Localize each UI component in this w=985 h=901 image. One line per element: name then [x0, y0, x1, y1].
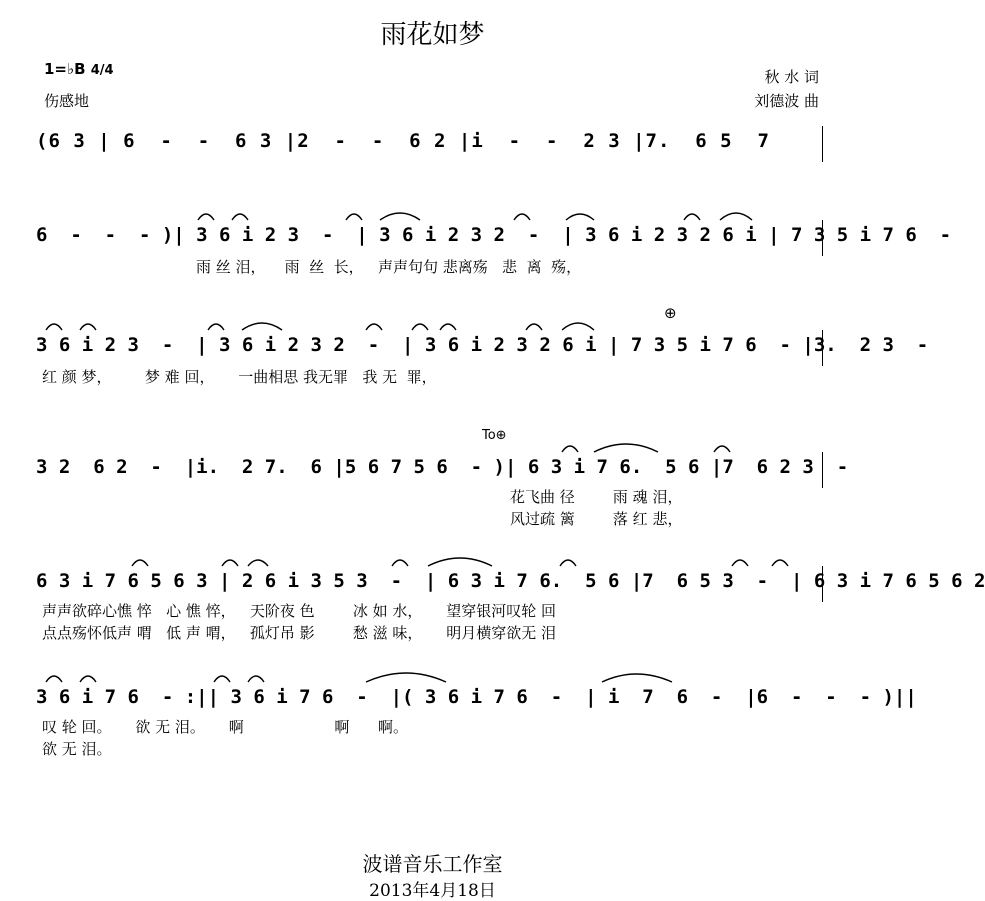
lyrics-line: 声声欲碎心憔 悴 心 憔 悴， 天阶夜 色 冰 如 水， 望穿银河叹轮 回 [42, 602, 556, 620]
time-signature: 4/4 [90, 63, 114, 78]
barline [822, 330, 823, 366]
score-row-3 [36, 304, 929, 400]
notes-line: 6 - - - )| 3 6 i 2 3 - | 3 6 i 2 3 2 - | 3 6 i 2 3 2 6 i | 7 3 5 i 7 6 - [36, 224, 952, 246]
composer-credit: 刘德波 曲 [754, 92, 819, 110]
notes-line: 3 6 i 7 6 - :|| 3 6 i 7 6 - |( 3 6 i 7 6 - | i 7 6 - |6 - - - )|| [36, 686, 917, 708]
publish-date: 2013年4月18日 [369, 881, 496, 901]
song-title: 雨花如梦 [380, 20, 485, 50]
lyrics-line: 雨 丝 泪， 雨 丝 长， 声声句句 悲离殇 悲 离 殇， [196, 258, 582, 276]
score-row-5 [36, 566, 985, 646]
key-signature [44, 60, 114, 78]
expression-marking: 伤感地 [44, 92, 90, 110]
score-row-1 [36, 126, 828, 162]
lyrics-line-2: 欲 无 泪。 [42, 740, 112, 758]
key-signature-text: 1=♭B [44, 60, 86, 78]
barline [822, 452, 823, 488]
barline [822, 220, 823, 256]
lyrics-line: 花飞曲 径 雨 魂 泪， [510, 488, 683, 506]
lyrics-line-2: 风过疏 篱 落 红 悲， [510, 510, 683, 528]
notes-line: 3 2 6 2 - |i. 2 7. 6 |5 6 7 5 6 - )| 6 3 i 7 6. 5 6 |7 6 2 3 - [36, 456, 849, 478]
score-row-6 [36, 682, 917, 762]
barline [822, 566, 823, 602]
notes-line: 6 3 i 7 6 5 6 3 | 2 6 i 3 5 3 - | 6 3 i 7 6. 5 6 |7 6 5 3 - | 6 3 i 7 6 5 6 2 [36, 570, 985, 592]
score-row-2 [36, 220, 952, 290]
lyrics-line-2: 点点殇怀低声 喟 低 声 喟， 孤灯吊 影 愁 滋 味， 明月横穿欲无 泪 [42, 624, 556, 642]
lyricist-credit: 秋 水 词 [764, 68, 819, 86]
lyrics-line: 红 颜 梦， 梦 难 回， 一曲相思 我无罪 我 无 罪， [42, 368, 437, 386]
notes-line: 3 6 i 2 3 - | 3 6 i 2 3 2 - | 3 6 i 2 3 2 6 i | 7 3 5 i 7 6 - |3. 2 3 - [36, 334, 929, 356]
coda-sign: ⊕ [664, 304, 677, 322]
barline [822, 126, 823, 162]
lyrics-line: 叹 轮 回。 欲 无 泪。 啊 啊 啊。 [42, 718, 408, 736]
notes-line: (6 3 | 6 - - 6 3 |2 - - 6 2 |i - - 2 3 |7. 6 5 7 [36, 130, 770, 152]
to-coda-marking: To⊕ [482, 428, 507, 443]
score-row-4 [36, 428, 849, 532]
studio-name: 波谱音乐工作室 [362, 852, 503, 876]
